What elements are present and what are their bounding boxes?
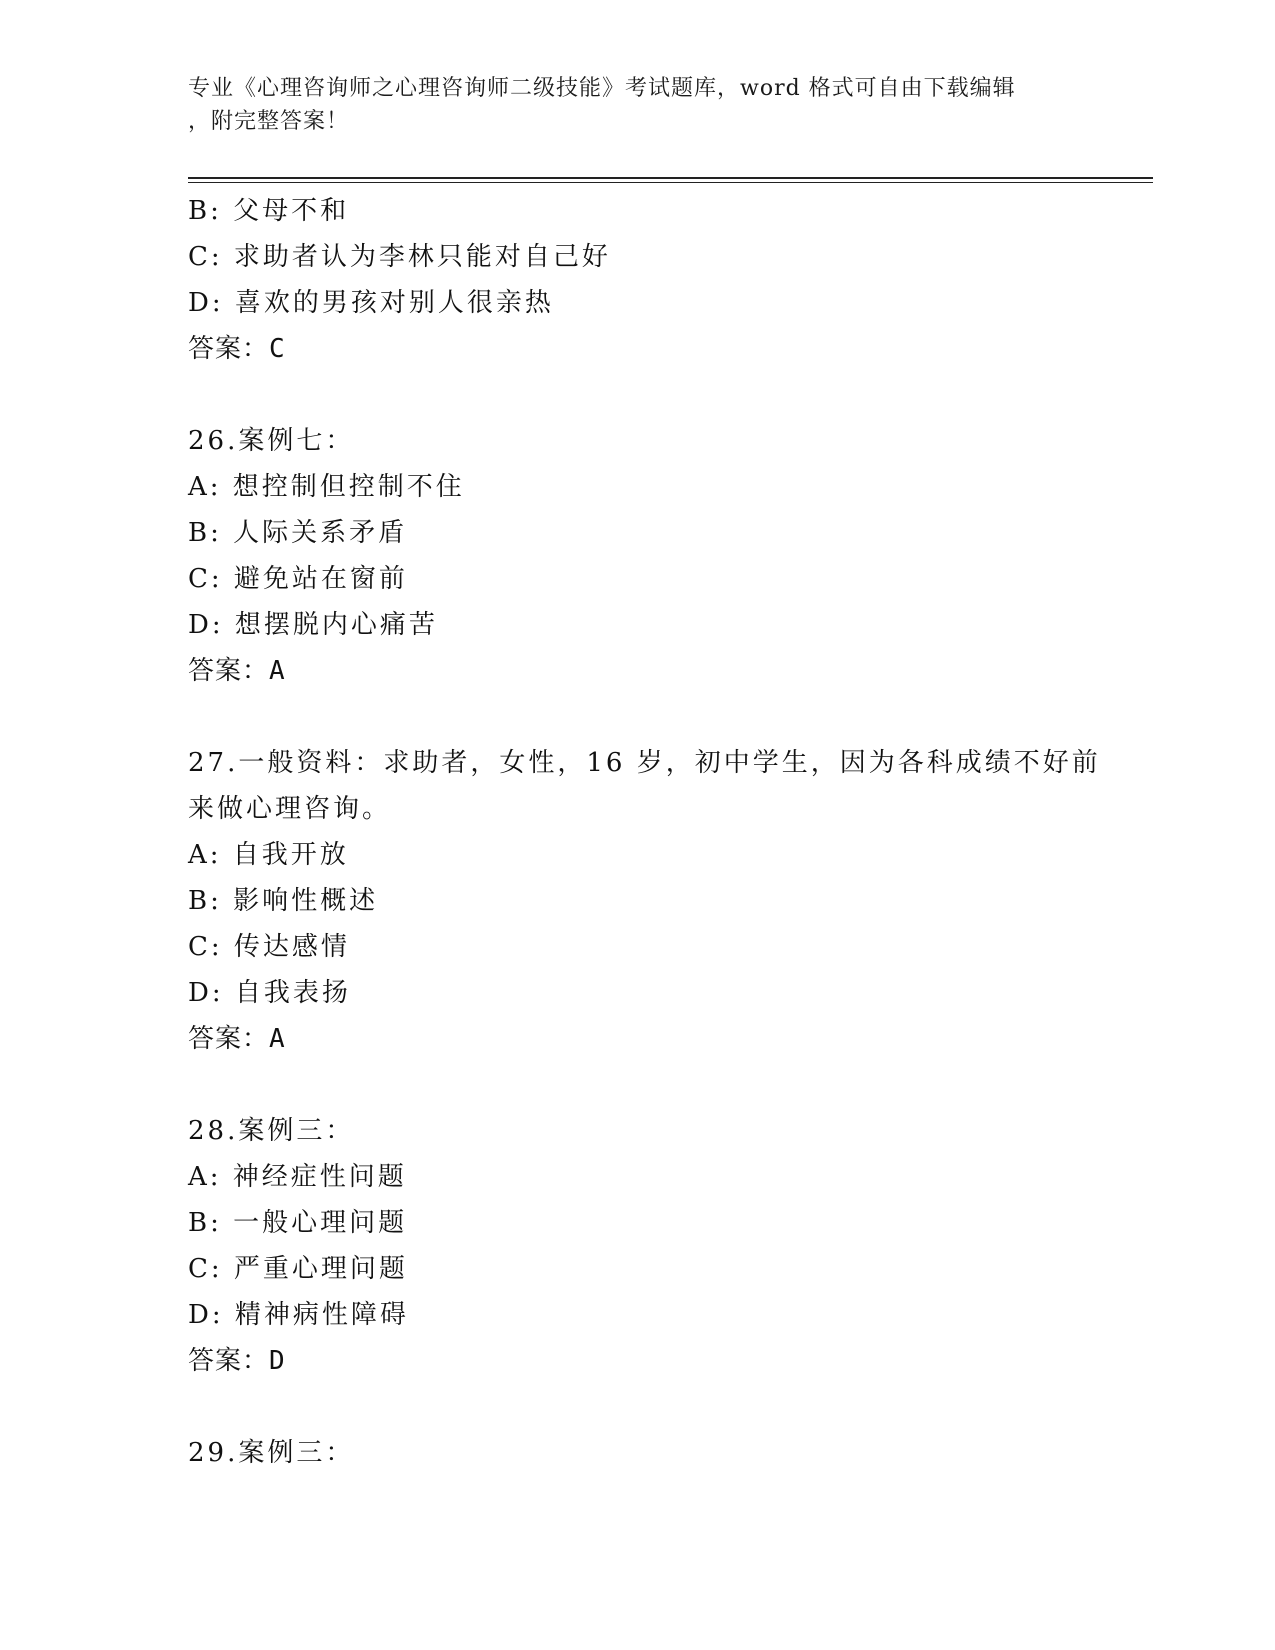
spacer — [188, 1384, 1088, 1430]
answer-line: 答案：D — [188, 1346, 286, 1376]
question-27 — [188, 740, 1101, 1062]
page-header — [188, 72, 1088, 138]
question-list — [188, 188, 1101, 1476]
option-b: B: 一般心理问题 — [188, 1208, 408, 1238]
option-c: C: 避免站在窗前 — [188, 564, 408, 594]
question-title-line-2: 来做心理咨询。 — [188, 794, 392, 824]
question-28 — [188, 1108, 1088, 1384]
option-c: C: 严重心理问题 — [188, 1254, 408, 1284]
question-title: 29.案例三： — [188, 1438, 355, 1468]
header-divider-thin — [188, 182, 1153, 183]
option-d: D: 自我表扬 — [188, 978, 351, 1008]
option-d: D: 精神病性障碍 — [188, 1300, 409, 1330]
option-c: C: 求助者认为李林只能对自己好 — [188, 242, 611, 272]
header-line-2: ，附完整答案！ — [188, 109, 350, 134]
option-b: B: 父母不和 — [188, 196, 350, 226]
option-b: B: 人际关系矛盾 — [188, 518, 408, 548]
question-29 — [188, 1430, 1088, 1476]
question-title: 28.案例三： — [188, 1116, 355, 1146]
header-divider-thick — [188, 177, 1153, 179]
question-title-line-1: 27.一般资料：求助者，女性，16 岁，初中学生，因为各科成绩不好前 — [188, 748, 1101, 778]
answer-line: 答案：A — [188, 1024, 286, 1054]
option-d: D: 喜欢的男孩对别人很亲热 — [188, 288, 554, 318]
spacer — [188, 694, 1088, 740]
option-d: D: 想摆脱内心痛苦 — [188, 610, 438, 640]
answer-line: 答案：C — [188, 334, 286, 364]
question-26 — [188, 418, 1088, 694]
header-line-1: 专业《心理咨询师之心理咨询师二级技能》考试题库，word 格式可自由下载编辑 — [188, 76, 1016, 101]
question-title: 26.案例七： — [188, 426, 355, 456]
option-c: C: 传达感情 — [188, 932, 350, 962]
option-a: A: 神经症性问题 — [188, 1162, 407, 1192]
spacer — [188, 1062, 1088, 1108]
spacer — [188, 372, 1088, 418]
option-a: A: 想控制但控制不住 — [188, 472, 465, 502]
option-b: B: 影响性概述 — [188, 886, 379, 916]
option-a: A: 自我开放 — [188, 840, 349, 870]
question-25-tail — [188, 188, 1088, 372]
answer-line: 答案：A — [188, 656, 286, 686]
